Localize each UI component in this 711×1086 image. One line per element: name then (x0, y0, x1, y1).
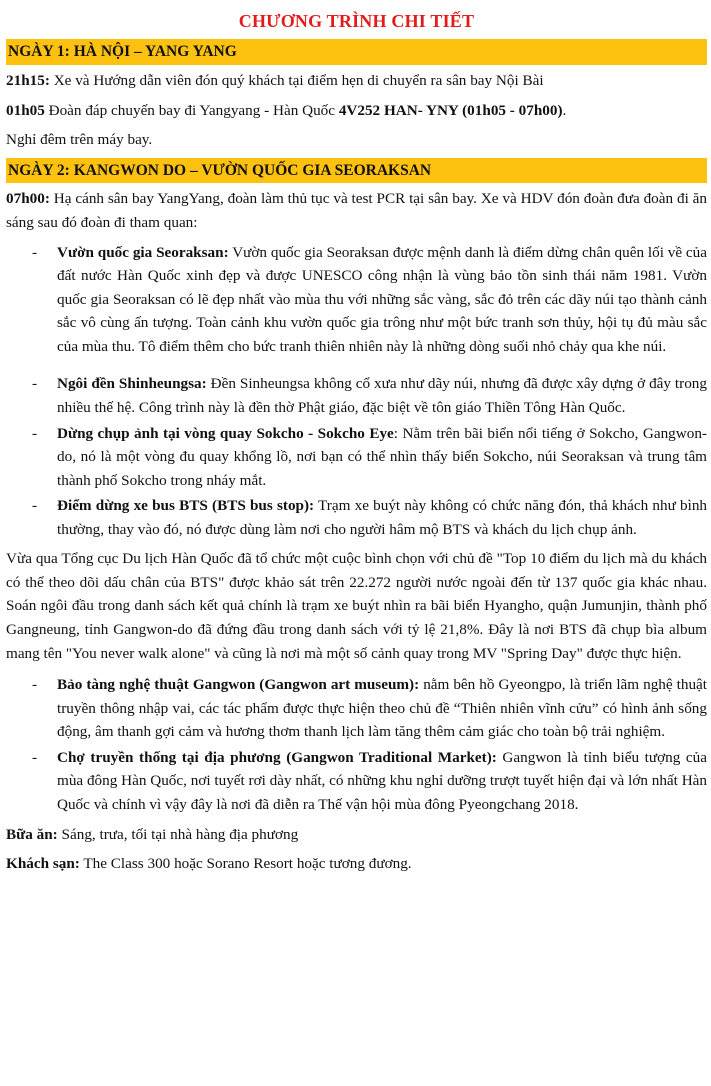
day1-header: NGÀY 1: HÀ NỘI – YANG YANG (6, 39, 707, 65)
list-item (6, 372, 707, 419)
attraction-text: nằm bên hồ Gyeongpo, là triển lãm nghệ thuật truyền thông nhập vai, các tác phẩm được thực hiện theo chủ đề “Thiên nhiên vĩnh cửu” có hình ảnh sống động, âm thanh gợi cảm và hương thơm thanh lịch làm tăng thêm cảm giác cho toàn bộ trải nghiệm. (57, 676, 707, 741)
dash-bullet: - (32, 375, 38, 393)
list-item (6, 422, 707, 493)
attraction-name: Ngôi đền Shinheungsa: (57, 375, 207, 393)
attraction-list-a (6, 241, 707, 542)
activity-text: Xe và Hướng dẫn viên đón quý khách tại điểm hẹn di chuyển ra sân bay Nội Bài (49, 72, 544, 90)
meals-label: Bữa ăn: (6, 825, 58, 843)
dash-bullet: - (32, 676, 38, 694)
bts-paragraph: Vừa qua Tổng cục Du lịch Hàn Quốc đã tổ chức một cuộc bình chọn với chủ đề "Top 10 điểm du lịch mà du khách có thể theo dõi dấu chân của BTS" được khảo sát trên 22.272 người nước ngoài đến từ 137 quốc gia khác nhau. Soán ngôi đầu trong danh sách kết quả chính là trạm xe buýt nhìn ra bãi biển Hyangho, quận Jumunjin, thành phố Gangneung, tỉnh Gangwon-do đã đứng đầu trong danh sách với tỷ lệ 21,8%. Đây là nơi BTS đã chụp bìa album mang tên "You never walk alone" và cũng là nơi mà một số cảnh quay trong MV "Spring Day" được thực hiện. (6, 550, 707, 662)
intro-text: Hạ cánh sân bay YangYang, đoàn làm thủ tục và test PCR tại sân bay. Xe và HDV đón đoàn đưa đoàn đi ăn sáng sau đó đoàn đi tham quan: (6, 190, 707, 232)
meals-text: Sáng, trưa, tối tại nhà hàng địa phương (57, 825, 299, 843)
dash-bullet: - (32, 424, 38, 442)
time-label: 21h15: (6, 72, 50, 90)
day2-header: NGÀY 2: KANGWON DO – VƯỜN QUỐC GIA SEORAKSAN (6, 158, 707, 184)
dash-bullet: - (32, 748, 38, 766)
attraction-name: Vườn quốc gia Seoraksan: (57, 243, 229, 261)
day1-line-1 (6, 69, 707, 93)
itinerary-page (0, 10, 711, 876)
dash-bullet: - (32, 243, 38, 261)
activity-text: Đoàn đáp chuyến bay đi Yangyang - Hàn Quốc (44, 101, 339, 119)
day1-overnight: Nghỉ đêm trên máy bay. (6, 131, 153, 149)
hotel-line (6, 852, 707, 876)
attraction-text: Đền Sinheungsa không cổ xưa như dãy núi, nhưng đã được xây dựng ở đây trong nhiều thế hệ. Công trình này là đền thờ Phật giáo, đặc biệt về tôn giáo Thiền Tông Hàn Quốc. (57, 375, 707, 416)
list-item (6, 746, 707, 817)
line-tail: . (562, 101, 567, 119)
list-item (6, 241, 707, 359)
attraction-text: Gangwon là tỉnh biểu tượng của mùa đông Hàn Quốc, nơi tuyết rơi dày nhất, có những khu nghỉ dưỡng trượt tuyết hiện đại và lớn nhất Hàn Quốc và chính vì vậy đây là nơi đã diễn ra Thế vận hội mùa đông Pyeongchang 2018. (57, 748, 707, 813)
attraction-text: Trạm xe buýt này không có chức năng đón, thả khách như bình thường, thay vào đó, nó được dùng làm nơi cho người hâm mộ BTS và khách du lịch chụp ảnh. (57, 497, 708, 538)
attraction-list-b (6, 673, 707, 816)
time-label: 01h05 (6, 101, 45, 119)
time-label: 07h00: (6, 190, 50, 208)
day2-intro (6, 187, 707, 234)
attraction-text: : Nằm trên bãi biển nổi tiếng ở Sokcho, Gangwon-do, nó là một vòng đu quay khổng lồ, nơi bạn có thể nhìn thấy biển Sokcho, núi Seoraksan và trung tâm thành phố Sokcho trong nháy mắt. (57, 424, 707, 489)
list-item (6, 494, 707, 541)
hotel-label: Khách sạn: (6, 855, 80, 873)
dash-bullet: - (32, 497, 38, 515)
day1-line-2 (6, 99, 707, 123)
attraction-text: Vườn quốc gia Seoraksan được mệnh danh là điểm dừng chân quên lối về của đất nước Hàn Quốc xinh đẹp và được UNESCO công nhận là vùng bảo tồn sinh thái năm 1981. Vườn quốc gia Seoraksan có lẽ đẹp nhất vào mùa thu với những sắc vàng, sắc đỏ trên các dãy núi tạo thành cảnh sắc vô cùng ấn tượng. Toàn cảnh khu vườn quốc gia trông như một bức tranh sơn thủy, hội tụ đủ màu sắc của mùa thu. Tô điểm thêm cho bức tranh thiên nhiên này là những dòng suối nhỏ chảy qua khe núi. (57, 243, 707, 355)
attraction-name: Điểm dừng xe bus BTS (BTS bus stop): (57, 497, 315, 515)
page-title: CHƯƠNG TRÌNH CHI TIẾT (238, 11, 475, 31)
attraction-name: Dừng chụp ảnh tại vòng quay Sokcho - Sokcho Eye (57, 424, 394, 442)
meals-line (6, 823, 707, 847)
hotel-text: The Class 300 hoặc Sorano Resort hoặc tương đương. (79, 855, 412, 873)
flight-code: 4V252 HAN- YNY (01h05 - 07h00) (338, 101, 563, 119)
attraction-name: Chợ truyền thống tại địa phương (Gangwon Traditional Market): (57, 748, 497, 766)
attraction-name: Bảo tàng nghệ thuật Gangwon (Gangwon art museum): (57, 676, 420, 694)
list-item (6, 673, 707, 744)
